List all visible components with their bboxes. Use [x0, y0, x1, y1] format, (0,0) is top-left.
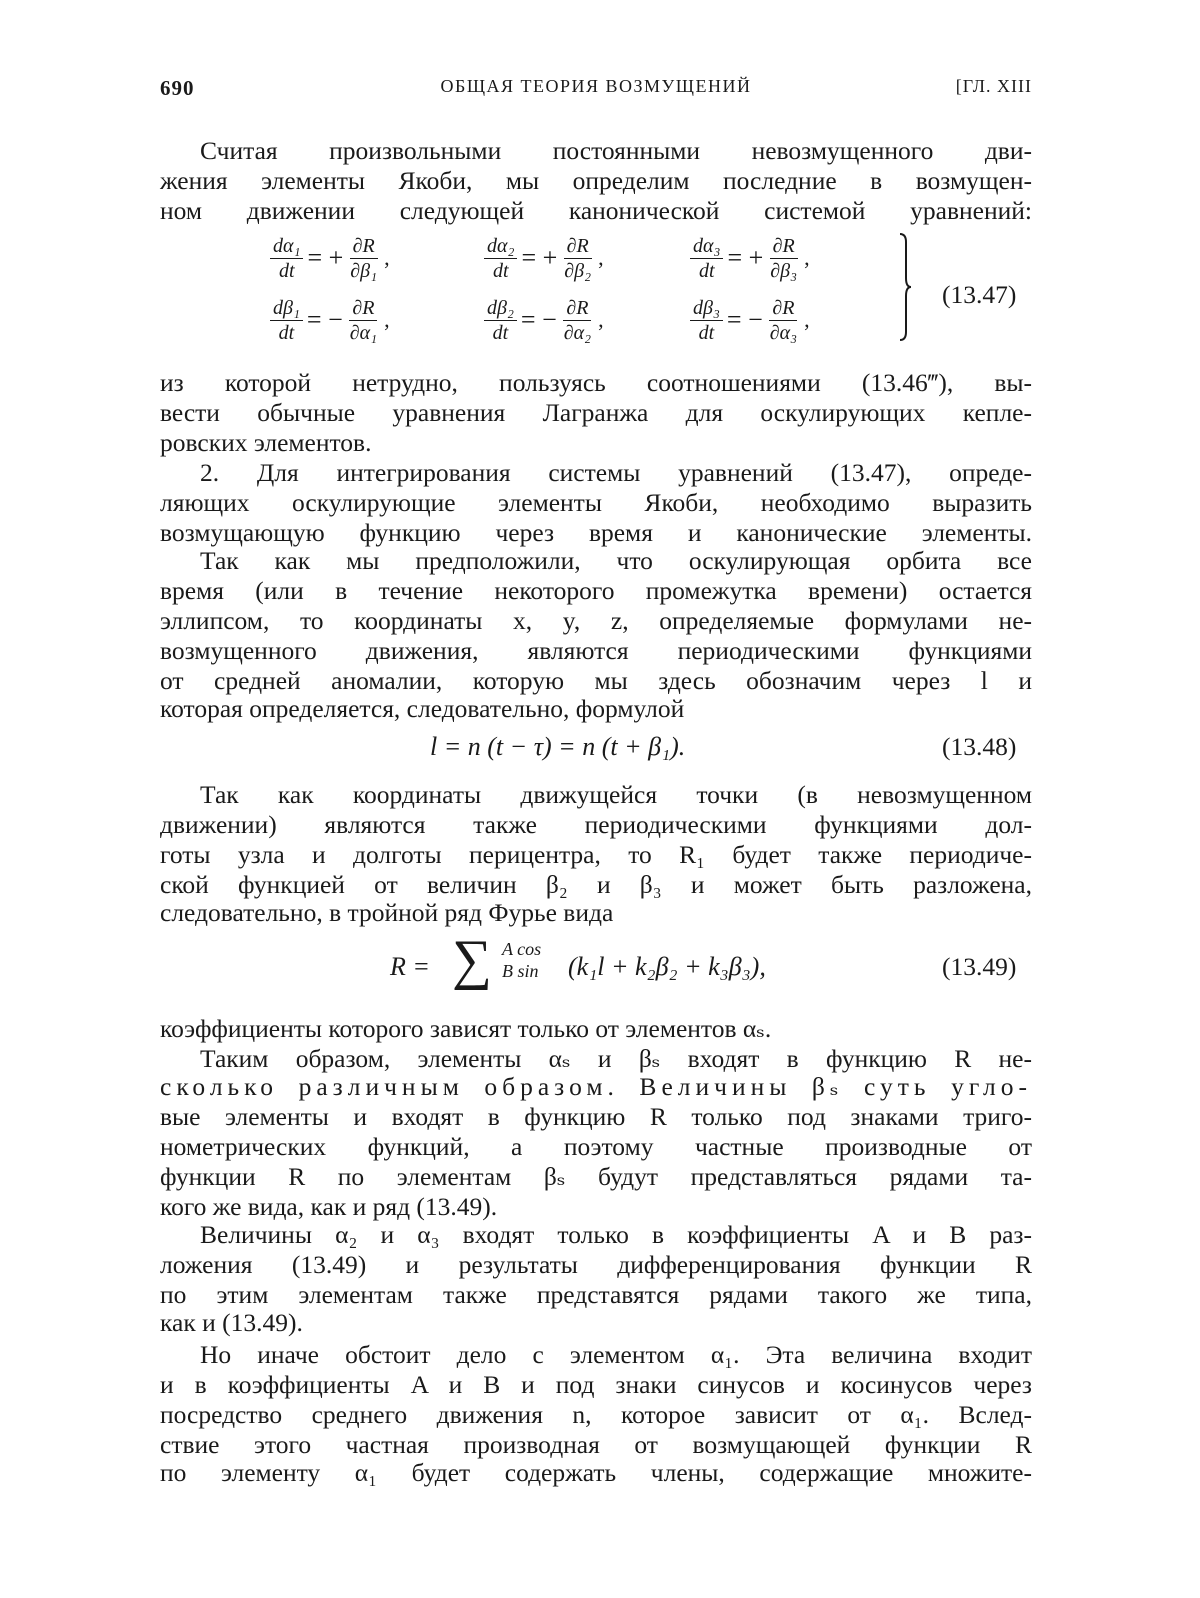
- equation-operator: = −: [520, 305, 557, 334]
- text-line: Считая произвольными постоянными невозмущенного дви-: [200, 136, 1032, 165]
- equation-comma: ,: [384, 307, 390, 332]
- equation-operator: = −: [306, 305, 343, 334]
- fraction-numerator: dβ₃: [690, 296, 723, 321]
- fraction-denominator: dt: [278, 321, 295, 344]
- text-line: жения элементы Якоби, мы определим последние в возмущен-: [160, 166, 1032, 195]
- fraction-denominator: ∂α₃: [769, 321, 798, 344]
- text-line: сколько различным образом. Величины βₛ суть угло-: [160, 1072, 1032, 1101]
- text-line: Таким образом, элементы αₛ и βₛ входят в функцию R не-: [200, 1044, 1032, 1073]
- text-line: вые элементы и входят в функцию R только под знаками триго-: [160, 1102, 1032, 1131]
- fraction-denominator: ∂β₂: [564, 259, 592, 282]
- derivative-fraction: [270, 234, 303, 283]
- page-number: 690: [160, 76, 195, 100]
- sum-argument: (k₁l + k₂β₂ + k₃β₃),: [568, 952, 766, 981]
- derivative-fraction: [270, 296, 303, 345]
- equation-operator: = +: [727, 243, 764, 272]
- derivative-fraction: [690, 234, 723, 283]
- text-line: как и (13.49).: [160, 1308, 303, 1337]
- text-line: посредство среднего движения n, которое зависит от α₁. Вслед-: [160, 1400, 1032, 1429]
- text-line: время (или в течение некоторого промежутка времени) остается: [160, 576, 1032, 605]
- equation-comma: ,: [598, 245, 604, 270]
- text-line: вести обычные уравнения Лагранжа для оскулирующих кепле-: [160, 398, 1032, 427]
- equation-term: [484, 292, 604, 348]
- derivative-fraction: [484, 296, 517, 345]
- fraction-numerator: dα₃: [690, 234, 723, 259]
- text-line: по элементу α₁ будет содержать члены, содержащие множите-: [160, 1458, 1032, 1487]
- text-line: ляющих оскулирующие элементы Якоби, необходимо выразить: [160, 488, 1032, 517]
- fraction-denominator: dt: [698, 259, 715, 282]
- fraction-numerator: ∂R: [350, 234, 378, 259]
- derivative-fraction: [484, 234, 517, 283]
- text-line: готы узла и долготы перицентра, то R₁ будет также периодиче-: [160, 840, 1032, 869]
- equation-comma: ,: [804, 307, 810, 332]
- fraction-numerator: ∂R: [563, 296, 591, 321]
- text-line: ровских элементов.: [160, 428, 372, 457]
- fraction-denominator: dt: [698, 321, 715, 344]
- text-line: возмущенного движения, являются периодическими функциями: [160, 636, 1032, 665]
- sum-bottom-term: B sin: [502, 961, 539, 981]
- fraction-numerator: dβ₁: [270, 296, 303, 321]
- text-line: 2. Для интегрирования системы уравнений (13.47), опреде-: [200, 458, 1032, 487]
- equation-lhs: R =: [390, 952, 430, 981]
- text-line: следовательно, в тройной ряд Фурье вида: [160, 898, 614, 927]
- equation-row-beta: [270, 292, 910, 348]
- sum-terms: [502, 938, 541, 982]
- text-line: ном движении следующей канонической системой уравнений:: [160, 196, 1032, 225]
- fraction-denominator: ∂α₁: [349, 321, 378, 344]
- equation-term: [484, 230, 604, 286]
- text-line: движении) являются также периодическими функциями дол-: [160, 810, 1032, 839]
- fraction-numerator: dα₁: [270, 234, 303, 259]
- equation-term: [270, 230, 390, 286]
- text-line: которая определяется, следовательно, формулой: [160, 694, 685, 723]
- equation-operator: = +: [521, 243, 558, 272]
- equation-comma: ,: [804, 245, 810, 270]
- equation-comma: ,: [384, 245, 390, 270]
- chapter-label: [ГЛ. XIII: [955, 76, 1032, 96]
- running-title: ОБЩАЯ ТЕОРИЯ ВОЗМУЩЕНИЙ: [440, 76, 752, 96]
- equation-term: [690, 230, 810, 286]
- equation-number: (13.49): [942, 952, 1017, 981]
- text-line: ложения (13.49) и результаты дифференцирования функции R: [160, 1250, 1032, 1279]
- equation-term: [690, 292, 810, 348]
- fraction-denominator: dt: [492, 259, 509, 282]
- sum-symbol: ∑: [452, 929, 492, 991]
- equation-operator: = −: [726, 305, 763, 334]
- equation-13-49: [390, 929, 810, 1000]
- sum-top-term: A cos: [502, 939, 542, 959]
- fraction-denominator: ∂β₁: [350, 259, 378, 282]
- text-line: возмущающую функцию через время и канонические элементы.: [160, 518, 1032, 547]
- text-line: ской функцией от величин β₂ и β₃ и может быть разложена,: [160, 870, 1032, 899]
- partial-fraction: [767, 296, 800, 345]
- equation-number: (13.47): [942, 280, 1017, 309]
- equation-number: (13.48): [942, 732, 1017, 761]
- text-line: Величины α₂ и α₃ входят только в коэффициенты A и B раз-: [200, 1220, 1032, 1249]
- partial-fraction: [561, 296, 594, 345]
- fraction-numerator: ∂R: [770, 234, 798, 259]
- fraction-numerator: ∂R: [769, 296, 797, 321]
- running-header: [160, 76, 1032, 106]
- derivative-fraction: [690, 296, 723, 345]
- fraction-denominator: ∂β₃: [770, 259, 798, 282]
- text-line: Так как мы предположили, что оскулирующая орбита все: [200, 546, 1032, 575]
- text-line: кого же вида, как и ряд (13.49).: [160, 1192, 498, 1221]
- text-line: ствие этого частная производная от возмущающей функции R: [160, 1430, 1032, 1459]
- fraction-numerator: ∂R: [349, 296, 377, 321]
- fraction-numerator: dβ₂: [484, 296, 517, 321]
- text-line: Так как координаты движущейся точки (в невозмущенном: [200, 780, 1032, 809]
- text-line: эллипсом, то координаты x, y, z, определяемые формулами не-: [160, 606, 1032, 635]
- partial-fraction: [347, 234, 380, 283]
- text-line: коэффициенты которого зависят только от элементов αₛ.: [160, 1014, 772, 1043]
- equation-comma: ,: [598, 307, 604, 332]
- text-line: из которой нетрудно, пользуясь соотношениями (13.46‴), вы-: [160, 368, 1032, 397]
- partial-fraction: [347, 296, 380, 345]
- text-line: и в коэффициенты A и B и под знаки синусов и косинусов через: [160, 1370, 1032, 1399]
- equation-term: [270, 292, 390, 348]
- fraction-denominator: dt: [492, 321, 509, 344]
- text-line: функции R по элементам βₛ будут представляться рядами та-: [160, 1162, 1032, 1191]
- text-line: Но иначе обстоит дело с элементом α₁. Эта величина входит: [200, 1340, 1032, 1369]
- text-line: по этим элементам также представятся рядами такого же типа,: [160, 1280, 1032, 1309]
- fraction-numerator: ∂R: [564, 234, 592, 259]
- right-brace: [898, 232, 912, 342]
- text-line: от средней аномалии, которую мы здесь обозначим через l и: [160, 666, 1032, 695]
- equation-row-alpha: [270, 230, 910, 286]
- partial-fraction: [767, 234, 800, 283]
- partial-fraction: [561, 234, 594, 283]
- fraction-denominator: dt: [278, 259, 295, 282]
- fraction-denominator: ∂α₂: [563, 321, 592, 344]
- equation-system-13-47: [270, 230, 930, 350]
- equation-operator: = +: [307, 243, 344, 272]
- text-line: нометрических функций, а поэтому частные производные от: [160, 1132, 1032, 1161]
- fraction-numerator: dα₂: [484, 234, 517, 259]
- equation-13-48: l = n (t − τ) = n (t + β₁).: [430, 732, 686, 761]
